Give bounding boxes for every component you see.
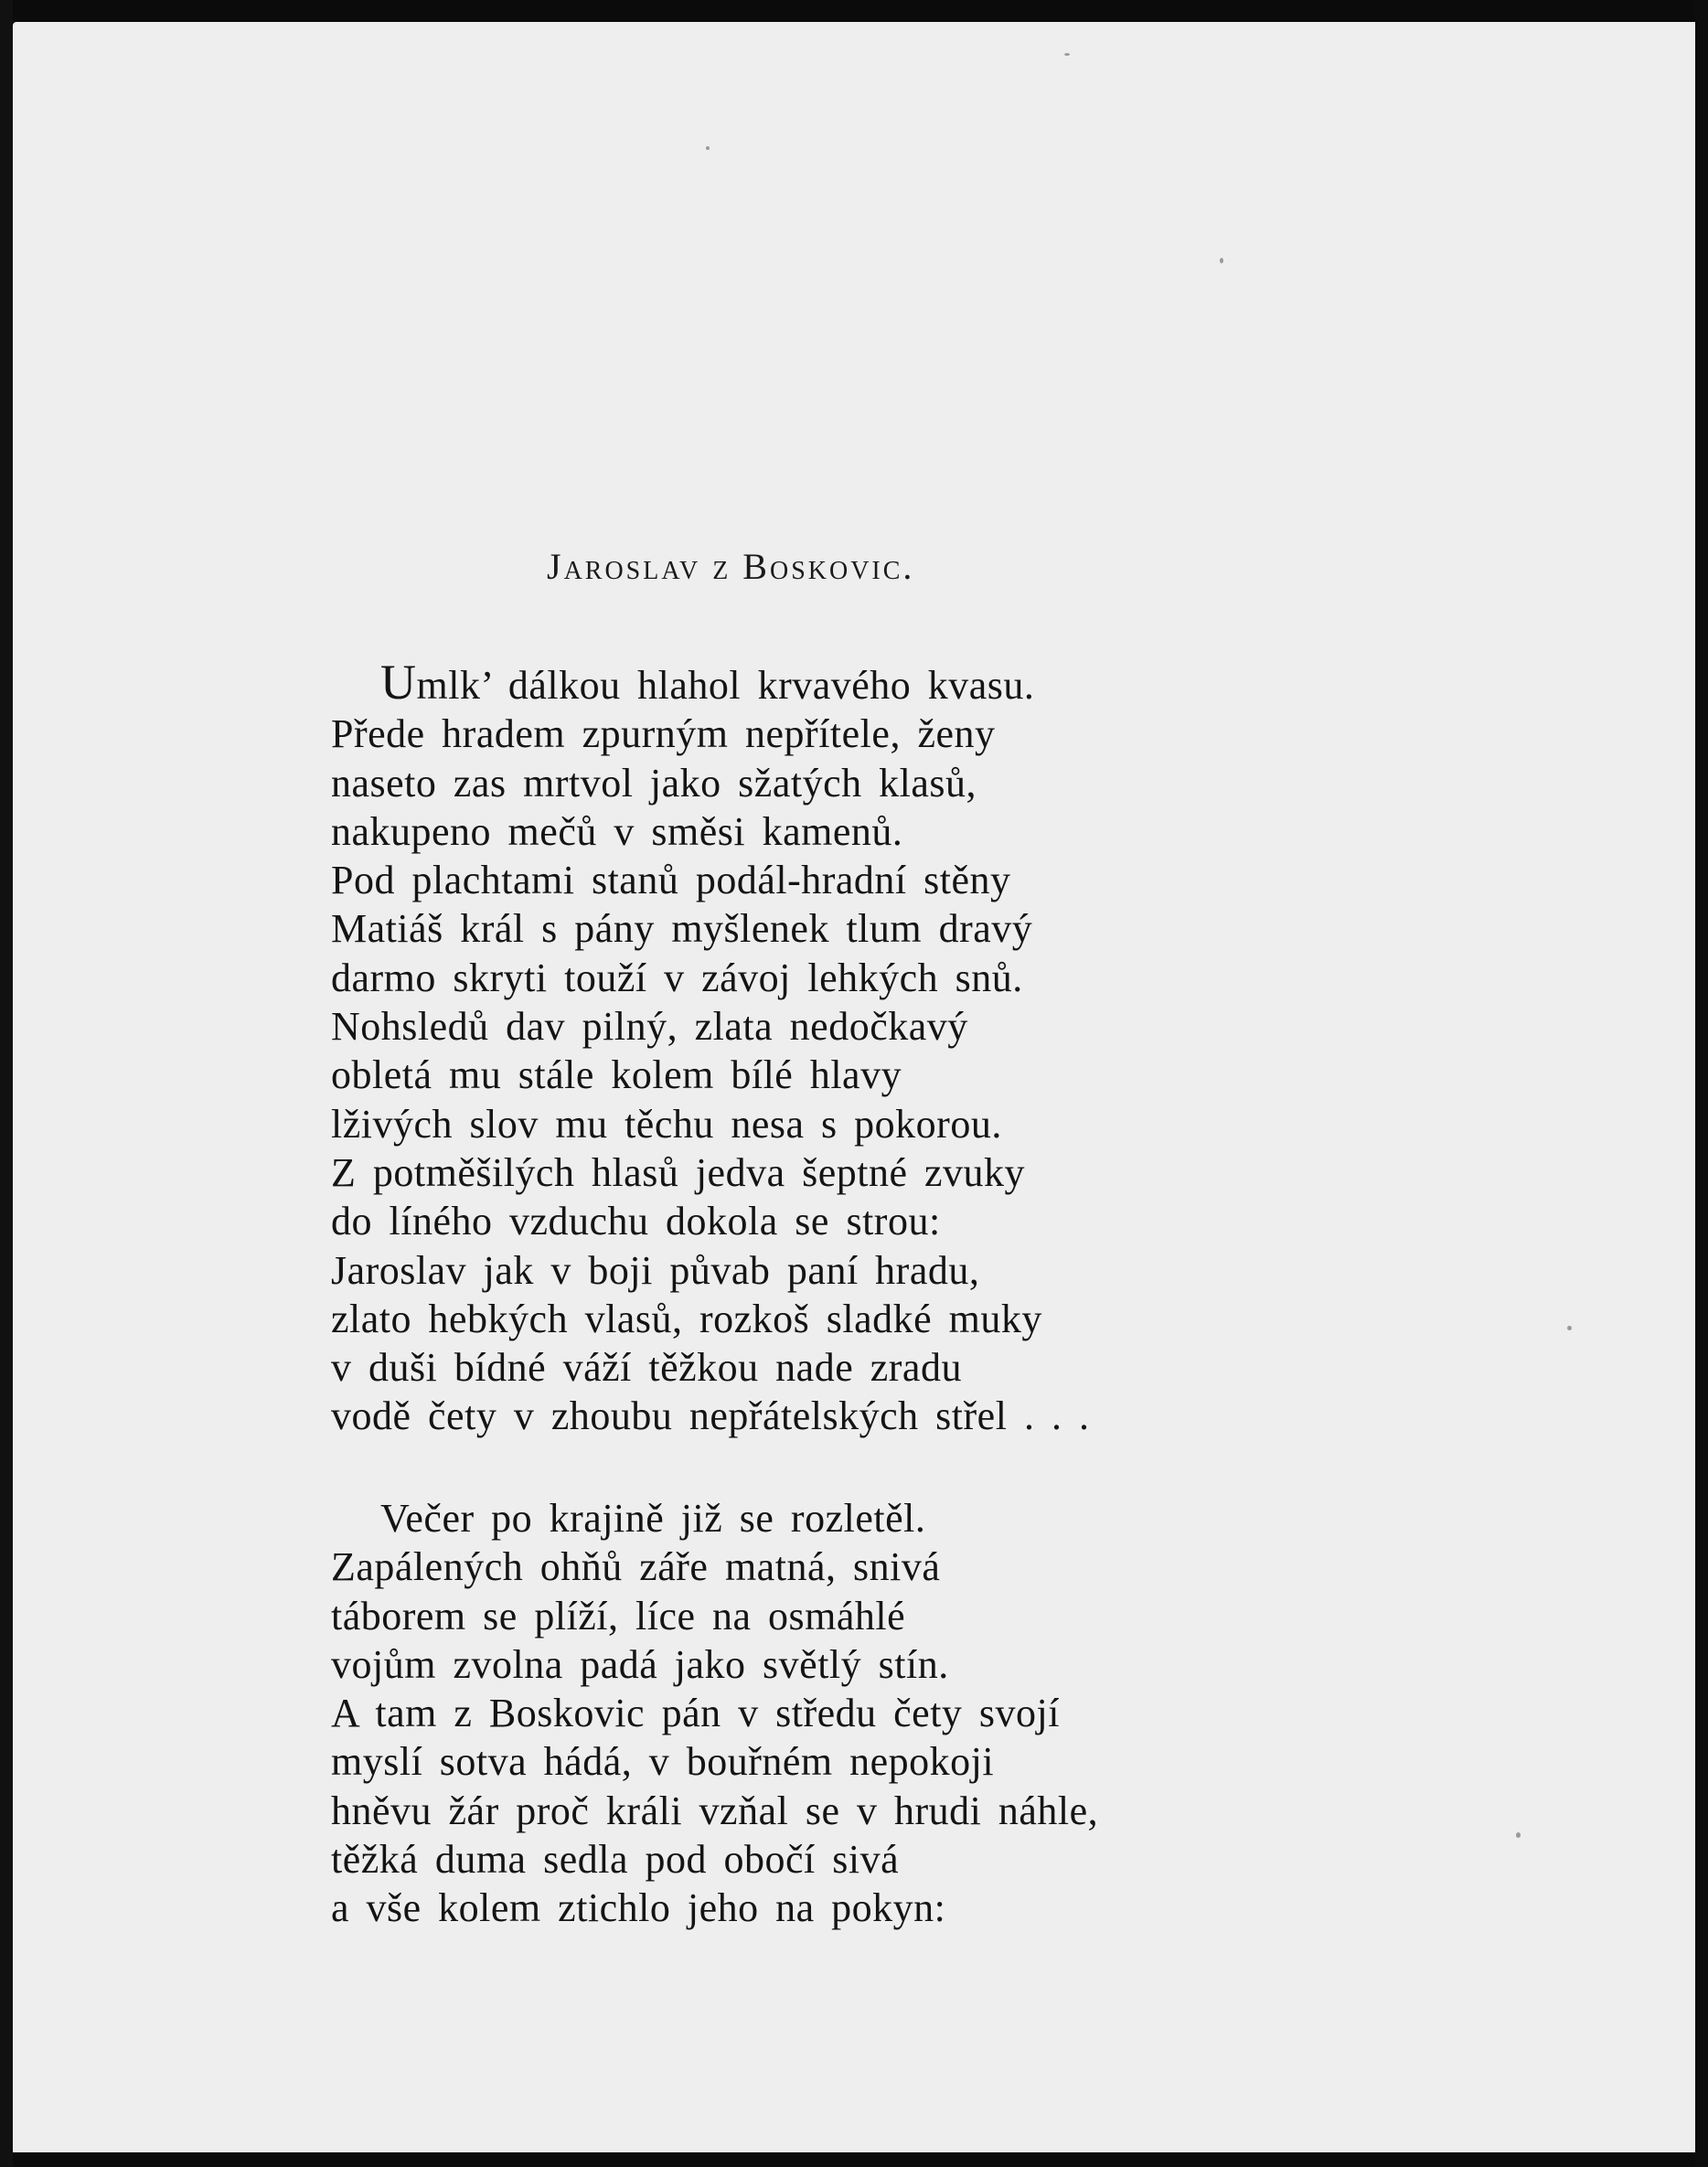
poem-line: Přede hradem zpurným nepřítele, ženy [331,711,996,757]
poem-line: a vše kolem ztichlo jeho na pokyn: [331,1885,946,1931]
poem-line: obletá mu stále kolem bílé hlavy [331,1052,902,1098]
poem-line: táborem se plíží, líce na osmáhlé [331,1593,906,1639]
poem-line: naseto zas mrtvol jako sžatých klasů, [331,760,977,806]
poem-line: Z potměšilých hlasů jedva šeptné zvuky [331,1149,1026,1195]
paper-speck [1516,1832,1521,1838]
paper-speck [1220,258,1223,263]
paper-speck [1064,53,1070,56]
poem-line: A tam z Boskovic pán v středu čety svojí [331,1691,1060,1736]
poem-line: Zapálených ohňů záře matná, snivá [331,1544,941,1590]
poem-line: Umlk’ dálkou hlahol krvavého kvasu. [380,655,1035,710]
poem-title: Jaroslav z Boskovic. [547,546,915,587]
poem-line: Matiáš král s pány myšlenek tlum dravý [331,906,1033,952]
scan-right-edge [1695,0,1708,2167]
poem-line: do líného vzduchu dokola se strou: [331,1199,941,1244]
poem-line: myslí sotva hádá, v bouřném nepokoji [331,1739,995,1785]
poem-line: Pod plachtami stanů podál-hradní stěny [331,858,1011,903]
stanza-2 [331,1494,1098,1933]
poem-line: lživých slov mu těchu nesa s pokorou. [331,1101,1002,1147]
poem-line: vojům zvolna padá jako světlý stín. [331,1641,949,1687]
poem-line: Nohsledů dav pilný, zlata nedočkavý [331,1004,968,1050]
poem-line: vodě čety v zhoubu nepřátelských střel . . . [331,1393,1090,1439]
poem-line: hněvu žár proč králi vzňal se v hrudi náhle, [331,1788,1099,1833]
poem-line: darmo skryti touží v závoj lehkých snů. [331,955,1023,1000]
stanza-1 [331,655,1090,1441]
poem-line: Večer po krajině již se rozletěl. [380,1496,926,1541]
paper-speck [1567,1326,1572,1330]
poem-line: nakupeno mečů v směsi kamenů. [331,808,903,854]
paper-speck [706,146,710,150]
scan-left-edge [0,0,13,2167]
poem-line: těžká duma sedla pod obočí sivá [331,1837,900,1883]
poem-line: Jaroslav jak v boji půvab paní hradu, [331,1247,980,1293]
poem-line: zlato hebkých vlasů, rozkoš sladké muky [331,1296,1042,1341]
poem-line: v duši bídné váží těžkou nade zradu [331,1345,962,1391]
